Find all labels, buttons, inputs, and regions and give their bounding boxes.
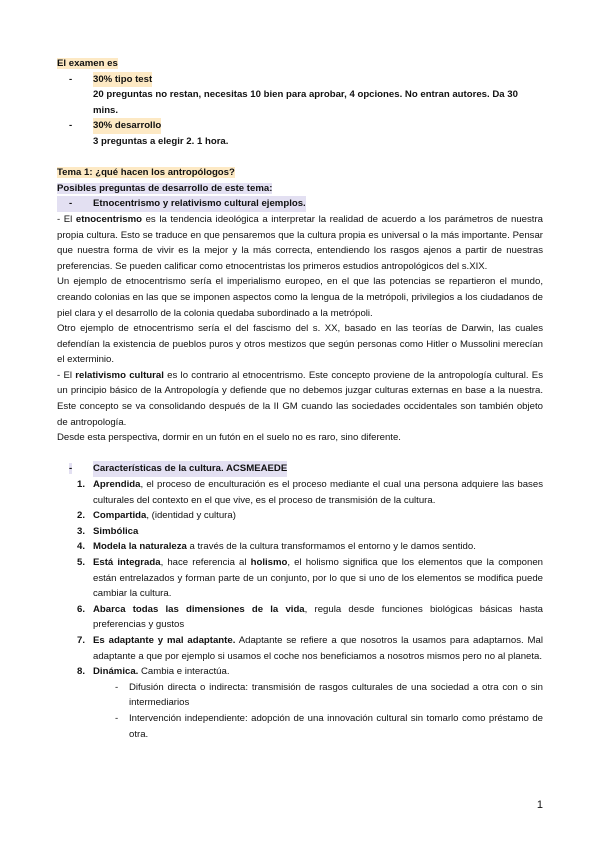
term-relativismo: relativismo cultural: [75, 369, 164, 381]
list-item: 7. Es adaptante y mal adaptante. Adaptante se refiere a que nosotros la usamos para adaptarnos. Mal adaptante a que por ejemplo si usamos el coche nos beneficiamos a nosotros mismos pero no al planeta.: [77, 634, 543, 662]
dynamic-sub-item: - Difusión directa o indirecta: transmisión de rasgos culturales de una sociedad a otra con o sin intermediarios: [115, 681, 543, 709]
paragraph-imperialismo: Un ejemplo de etnocentrismo sería el imperialismo europeo, en el que las potencias se repartieron el mundo, creando colonias en las que se imponen aspectos como la lengua de la metrópoli, privilegios a los ciudadanos de piel clara y el desarrollo de la colonia quedaba subordinado a la metrópoli.: [57, 276, 543, 319]
list-item: 8. Dinámica. Cambia e interactúa.: [77, 666, 230, 678]
paragraph-futon: Desde esta perspectiva, dormir en un futón en el suelo no es raro, sino diferente.: [57, 432, 401, 444]
list-item: 6. Abarca todas las dimensiones de la vida, regula desde funciones biológicas básicas hasta preferencias y gustos: [77, 603, 543, 631]
paragraph-fascismo: Otro ejemplo de etnocentrismo sería el del fascismo del s. XX, basado en las teorías de Darwin, las cuales defendían la existencia de pueblos puros y otros mestizos que según personas como Hitler o Mussolini merecían el exterminio.: [57, 323, 543, 366]
list-item: 5. Está integrada, hace referencia al holismo, el holismo significa que los elementos que la componen están entrelazados y forman parte de un conjunto, por lo que si uno de los elementos se modifica puede cambiar la cultura.: [77, 557, 543, 600]
possible-questions: Posibles preguntas de desarrollo de este tema:: [57, 182, 273, 194]
list-item: 3. Simbólica: [77, 525, 139, 537]
topic-title: Tema 1: ¿qué hacen los antropólogos?: [57, 167, 235, 179]
exam-essay-item: - 30% desarrollo: [57, 118, 543, 134]
exam-essay-label: 30% desarrollo: [93, 118, 161, 134]
list-item: 1. Aprendida, el proceso de enculturación es el proceso mediante el cual una persona adquiere las bases culturales del contexto en el que vive, es el proceso de transmisión de la cultura.: [77, 479, 543, 506]
term-etnocentrismo: etnocentrismo: [75, 213, 143, 225]
exam-heading: El examen es: [57, 58, 118, 69]
exam-test-label: 30% tipo test: [93, 72, 152, 88]
paragraph-relativismo: - El relativismo cultural es lo contrario al etnocentrismo. Este concepto proviene de la antropología cultural. Es un principio básico de la Antropología y defiende que no debemos juzgar culturas externas en base a la nuestra. Este concepto se va consolidando después de la II GM cuando las sociedades occidentales son también objeto de antropología.: [57, 369, 543, 428]
paragraph-etnocentrismo: - El etnocentrismo es la tendencia ideológica a interpretar la realidad de acuerdo a los parámetros de nuestra propia cultura. Esto se traduce en que pensaremos que la cultura propia es universal o la más importante. Pensar que nuestra forma de vivir es la mejor y la más correcta, entendiendo los rasgos ajenos a partir de nuestras preferencias. Se pueden calificar como etnocentristas los primeros estudios antropológicos del s.XIX.: [57, 213, 543, 272]
features-list: [57, 477, 543, 680]
exam-test-item: - 30% tipo test: [57, 72, 543, 88]
question-1: - Etnocentrismo y relativismo cultural ejemplos.: [57, 196, 543, 212]
exam-essay-detail: 3 preguntas a elegir 2. 1 hora.: [93, 135, 229, 147]
list-item: 2. Compartida, (identidad y cultura): [77, 510, 236, 522]
list-item: 4. Modela la naturaleza a través de la cultura transformamos el entorno y le damos sentido.: [77, 541, 476, 553]
document-page: [57, 56, 543, 742]
page-number: 1: [536, 799, 543, 811]
question-2: - Características de la cultura. ACSMEAEDE: [57, 461, 543, 477]
dynamic-sub-item: - Intervención independiente: adopción de una innovación cultural sin tomarlo como préstamo de otra.: [115, 712, 543, 740]
exam-test-detail: 20 preguntas no restan, necesitas 10 bien para aprobar, 4 opciones. No entran autores. Da 30 mins.: [93, 89, 518, 116]
